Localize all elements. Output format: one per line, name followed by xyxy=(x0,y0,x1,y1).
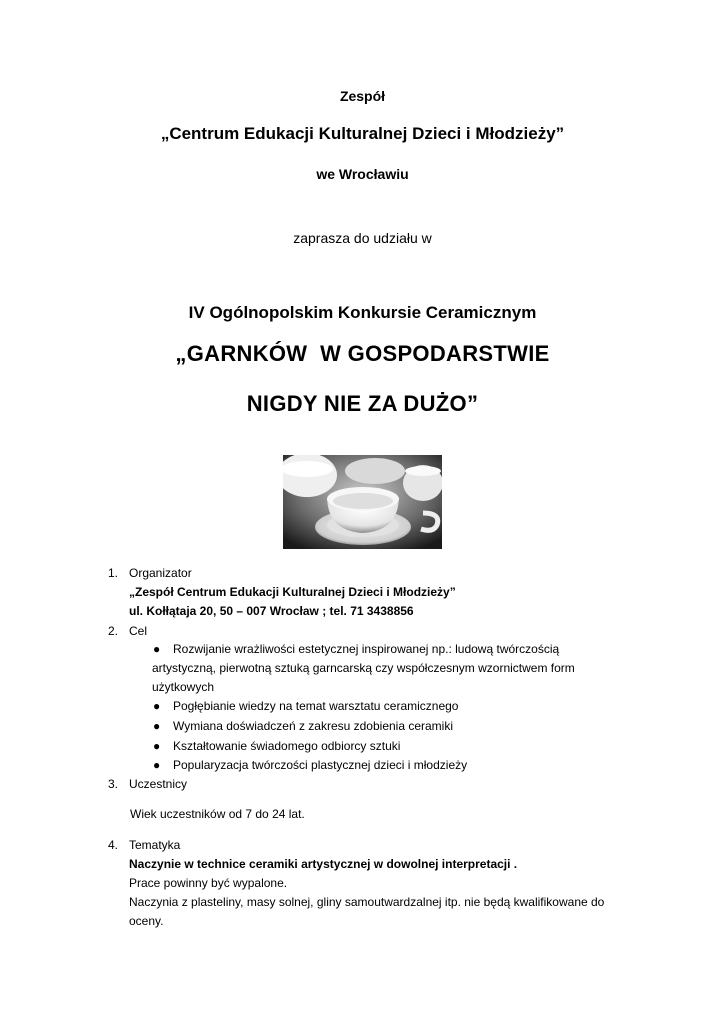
section-2-label: Cel xyxy=(129,624,148,638)
goal-item-4: Kształtowanie świadomego odbiorcy sztuki xyxy=(173,739,401,753)
theme-line-4: oceny. xyxy=(129,914,164,928)
organizer-address: ul. Kołłątaja 20, 50 – 007 Wrocław ; tel. 71 3438856 xyxy=(129,604,414,618)
bullet-dot-icon: ● xyxy=(153,758,161,772)
section-2-number: 2. xyxy=(108,624,119,638)
section-3-number: 3. xyxy=(108,777,119,791)
goal-item-1-line-1: Rozwijanie wrażliwości estetycznej inspirowanej np.: ludową twórczością xyxy=(173,642,560,656)
bullet-dot-icon: ● xyxy=(153,719,161,733)
participants-age: Wiek uczestników od 7 do 24 lat. xyxy=(130,807,305,821)
section-3-label: Uczestnicy xyxy=(129,777,188,791)
bullet-dot-icon: ● xyxy=(153,642,161,656)
ceramic-tableware-photo xyxy=(283,455,442,549)
section-1-label: Organizator xyxy=(129,566,192,580)
section-4-label: Tematyka xyxy=(129,838,181,852)
goal-item-2: Pogłębianie wiedzy na temat warsztatu ceramicznego xyxy=(173,699,459,713)
bullet-dot-icon: ● xyxy=(153,699,161,713)
section-1-number: 1. xyxy=(108,566,119,580)
header-line-1: Zespół xyxy=(339,88,386,104)
header-line-2: „Centrum Edukacji Kulturalnej Dzieci i Młodzieży” xyxy=(160,124,565,143)
theme-line-3: Naczynia z plasteliny, masy solnej, gliny samoutwardzalnej itp. nie będą kwalifikowane do xyxy=(129,895,605,909)
goal-item-1-line-3: użytkowych xyxy=(152,680,215,694)
theme-main: Naczynie w technice ceramiki artystycznej w dowolnej interpretacji . xyxy=(129,857,518,871)
bullet-dot-icon: ● xyxy=(153,739,161,753)
goal-item-1-line-2: artystyczną, pierwotną sztuką garncarską czy współczesnym wzornictwem form xyxy=(152,661,575,675)
theme-line-2: Prace powinny być wypalone. xyxy=(129,876,288,890)
contest-name: IV Ogólnopolskim Konkursie Ceramicznym xyxy=(188,303,537,322)
section-4-number: 4. xyxy=(108,838,119,852)
goal-item-3: Wymiana doświadczeń z zakresu zdobienia ceramiki xyxy=(173,719,454,733)
invite-text: zaprasza do udziału w xyxy=(293,230,432,246)
organizer-name: „Zespół Centrum Edukacji Kulturalnej Dzieci i Młodzieży” xyxy=(129,585,456,599)
header-line-3: we Wrocławiu xyxy=(316,166,409,182)
goal-item-5: Popularyzacja twórczości plastycznej dzieci i młodzieży xyxy=(173,758,468,772)
contest-title-line-1: „GARNKÓW W GOSPODARSTWIE xyxy=(175,341,550,366)
contest-title-line-2: NIGDY NIE ZA DUŻO” xyxy=(246,391,479,416)
